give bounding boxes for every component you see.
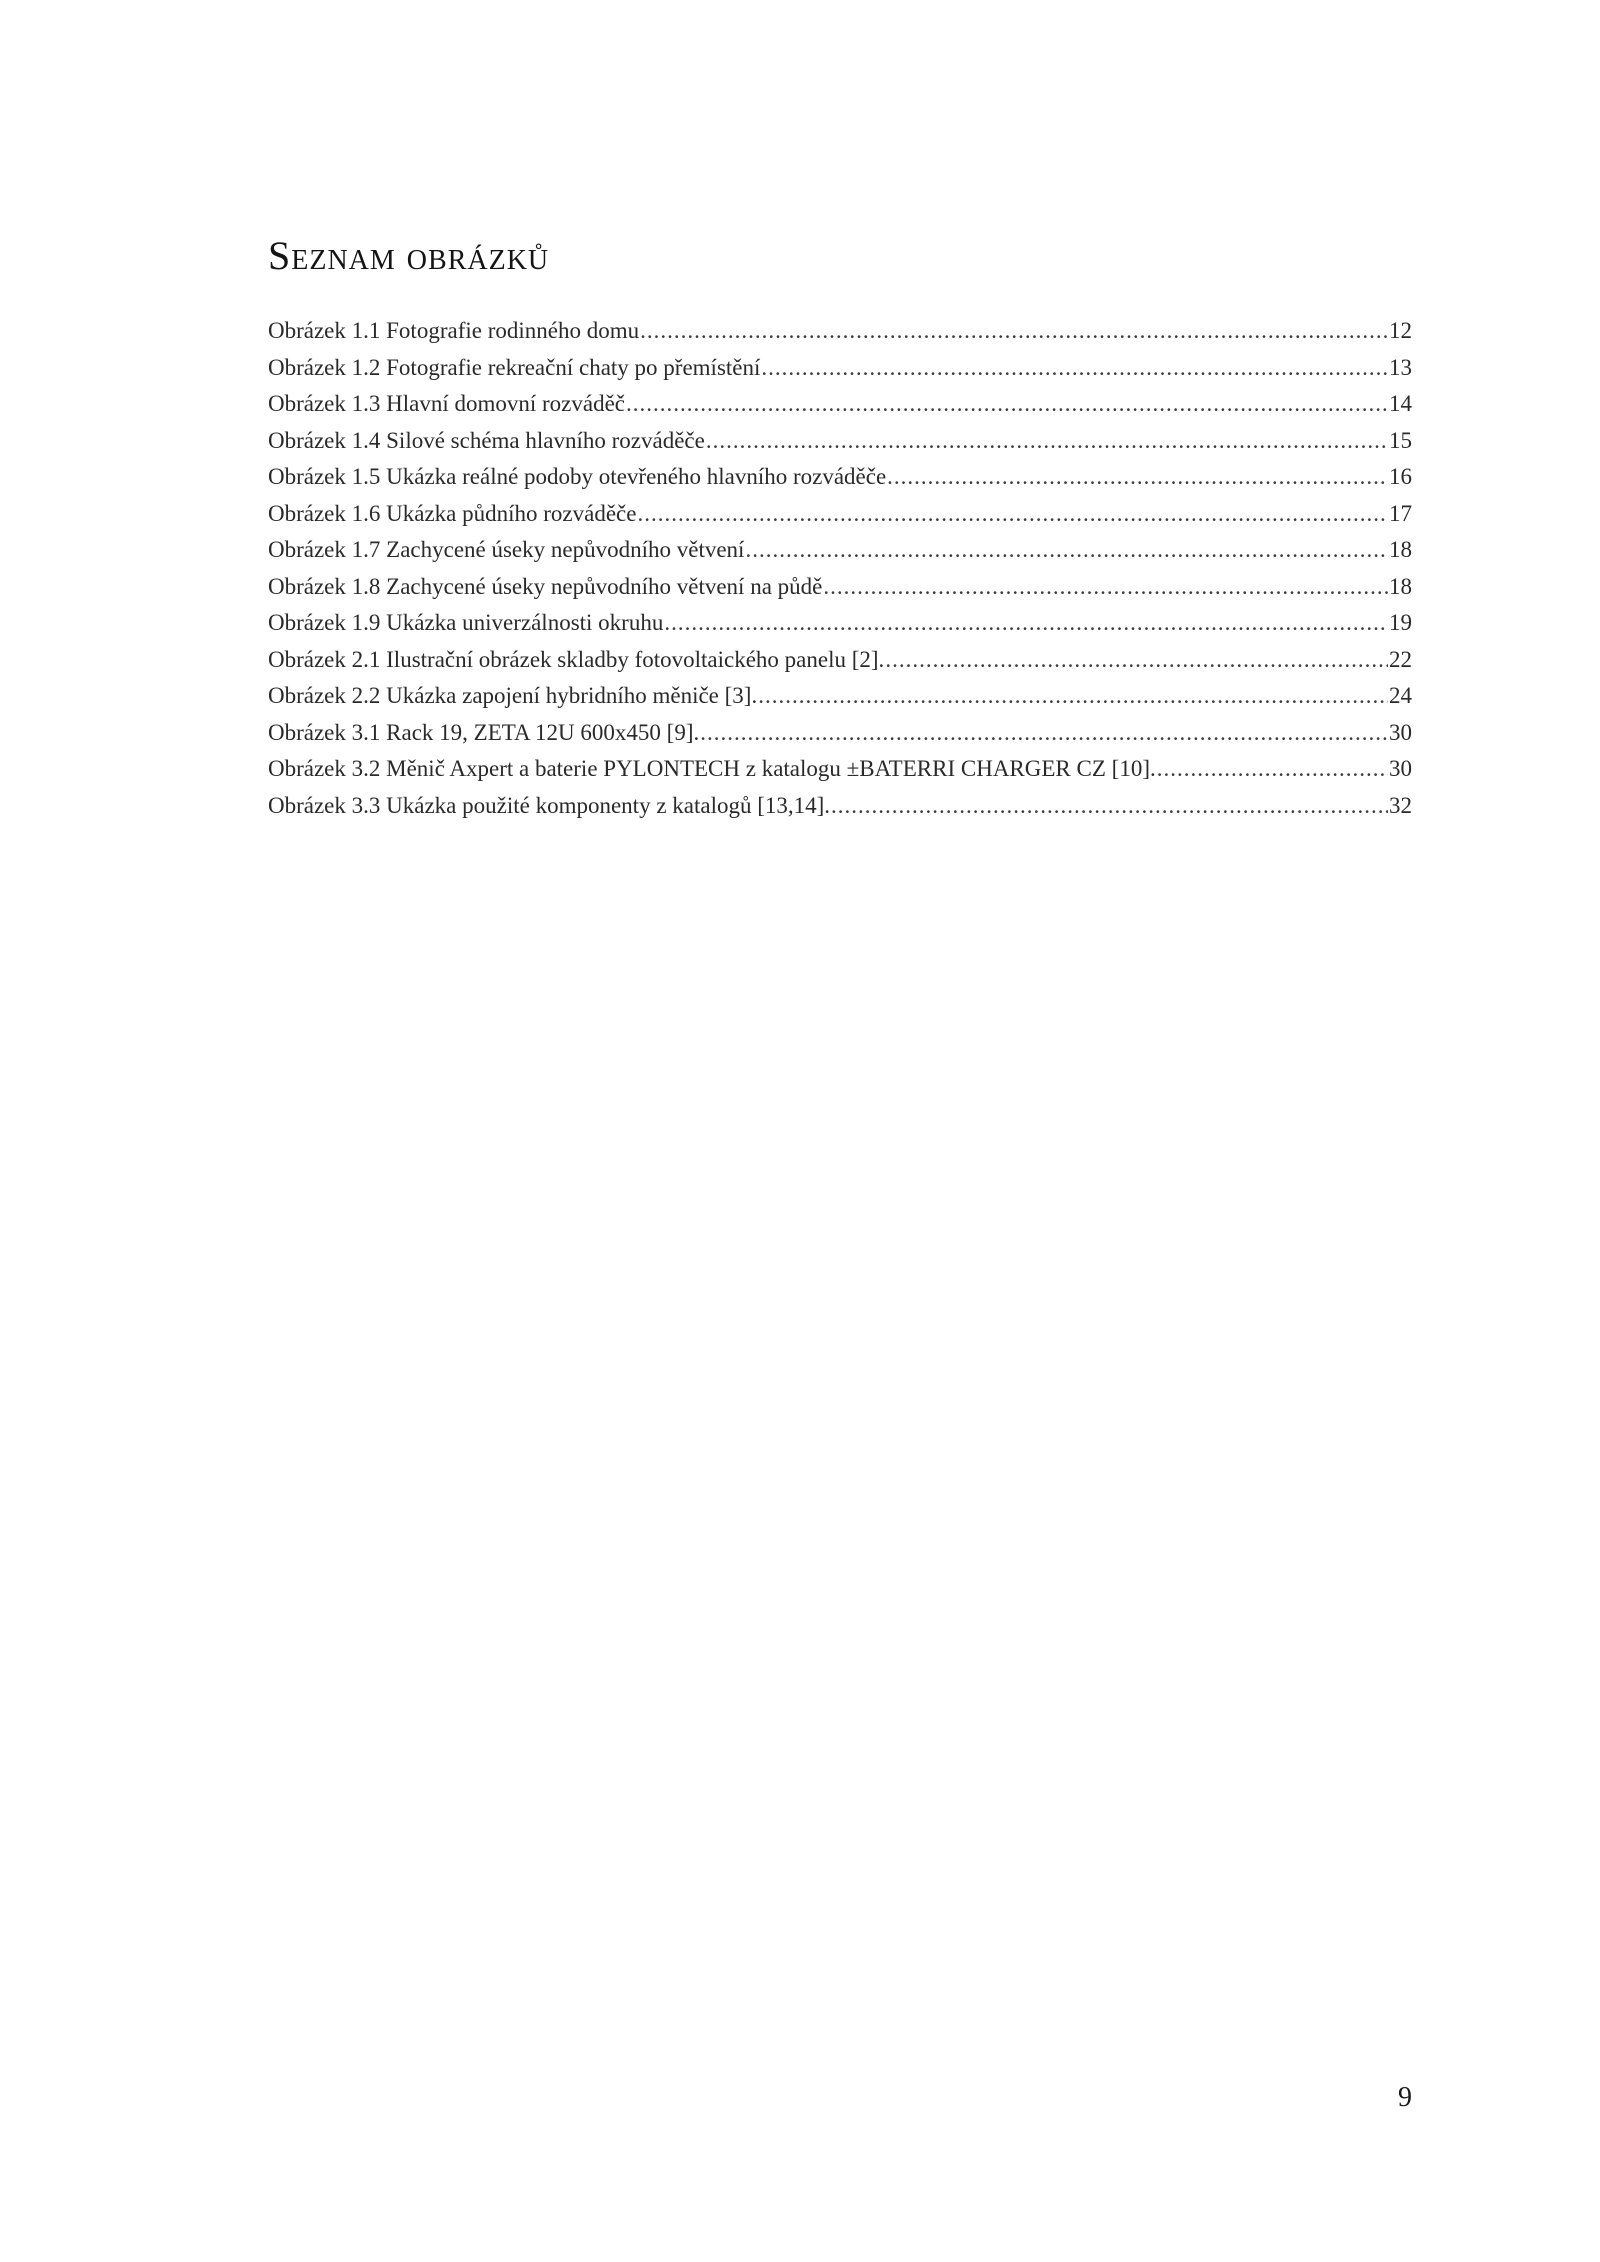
toc-entry-page: 17 xyxy=(1389,500,1412,526)
toc-entry-page: 15 xyxy=(1389,427,1412,453)
toc-entry-label: Obrázek 1.1 Fotografie rodinného domu xyxy=(268,318,640,343)
toc-entry[interactable] xyxy=(268,355,1412,392)
toc-entry-label: Obrázek 3.1 Rack 19, ZETA 12U 600x450 [9]. xyxy=(268,719,700,745)
list-of-figures xyxy=(268,318,1412,829)
toc-dot-leader xyxy=(626,391,1388,417)
toc-entry-page: 30 xyxy=(1389,756,1412,781)
toc-entry[interactable] xyxy=(268,683,1412,720)
toc-entry-page: 24 xyxy=(1389,683,1412,708)
toc-entry-label: Obrázek 1.8 Zachycené úseky nepůvodního větvení na půdě xyxy=(268,573,823,599)
toc-entry-label: Obrázek 1.6 Ukázka půdního rozváděče xyxy=(268,500,637,526)
page-number: 9 xyxy=(1398,2082,1412,2113)
toc-dot-leader xyxy=(706,428,1388,454)
toc-dot-leader xyxy=(758,683,1388,709)
toc-entry[interactable] xyxy=(268,647,1412,684)
toc-entry[interactable] xyxy=(268,391,1412,428)
toc-entry-page: 32 xyxy=(1389,792,1412,818)
toc-dot-leader xyxy=(761,355,1388,381)
toc-entry-page: 18 xyxy=(1389,537,1412,562)
toc-entry[interactable] xyxy=(268,318,1412,355)
toc-entry[interactable] xyxy=(268,756,1412,793)
toc-dot-leader xyxy=(1157,756,1388,782)
toc-dot-leader xyxy=(887,464,1388,490)
toc-dot-leader xyxy=(664,610,1388,636)
toc-entry-label: Obrázek 2.1 Ilustrační obrázek skladby fotovoltaického panelu [2]. xyxy=(268,646,885,672)
toc-entry[interactable] xyxy=(268,428,1412,465)
toc-dot-leader xyxy=(885,647,1388,673)
toc-dot-leader xyxy=(700,720,1388,746)
toc-entry[interactable] xyxy=(268,501,1412,538)
toc-entry-label: Obrázek 1.4 Silové schéma hlavního rozváděče xyxy=(268,427,705,453)
toc-dot-leader xyxy=(640,318,1388,344)
toc-entry-label: Obrázek 1.3 Hlavní domovní rozváděč xyxy=(268,391,626,416)
toc-entry-page: 14 xyxy=(1389,391,1412,416)
toc-entry-page: 12 xyxy=(1389,318,1412,343)
toc-entry[interactable] xyxy=(268,793,1412,830)
toc-entry-page: 22 xyxy=(1389,646,1412,672)
toc-entry[interactable] xyxy=(268,720,1412,757)
toc-entry-page: 18 xyxy=(1389,573,1412,599)
toc-entry[interactable] xyxy=(268,464,1412,501)
toc-dot-leader xyxy=(637,501,1388,527)
toc-entry-label: Obrázek 1.7 Zachycené úseky nepůvodního větvení xyxy=(268,537,745,562)
toc-entry-label: Obrázek 3.2 Měnič Axpert a baterie PYLONTECH z katalogu ±BATERRI CHARGER CZ [10]. xyxy=(268,756,1156,781)
toc-entry-label: Obrázek 1.9 Ukázka univerzálnosti okruhu xyxy=(268,610,664,635)
toc-dot-leader xyxy=(745,537,1388,563)
page-title: Seznam obrázků xyxy=(268,233,550,278)
toc-entry-page: 30 xyxy=(1389,719,1412,745)
toc-entry-label: Obrázek 1.2 Fotografie rekreační chaty po přemístění xyxy=(268,354,761,380)
toc-entry-label: Obrázek 3.3 Ukázka použité komponenty z katalogů [13,14]. xyxy=(268,792,831,818)
toc-entry-label: Obrázek 1.5 Ukázka reálné podoby otevřeného hlavního rozváděče xyxy=(268,464,887,489)
toc-entry-page: 13 xyxy=(1389,354,1412,380)
toc-entry-label: Obrázek 2.2 Ukázka zapojení hybridního měniče [3]. xyxy=(268,683,758,708)
toc-entry[interactable] xyxy=(268,574,1412,611)
toc-dot-leader xyxy=(823,574,1388,600)
toc-entry[interactable] xyxy=(268,537,1412,574)
toc-dot-leader xyxy=(831,793,1388,819)
toc-entry-page: 19 xyxy=(1389,610,1412,635)
toc-entry[interactable] xyxy=(268,610,1412,647)
toc-entry-page: 16 xyxy=(1389,464,1412,489)
